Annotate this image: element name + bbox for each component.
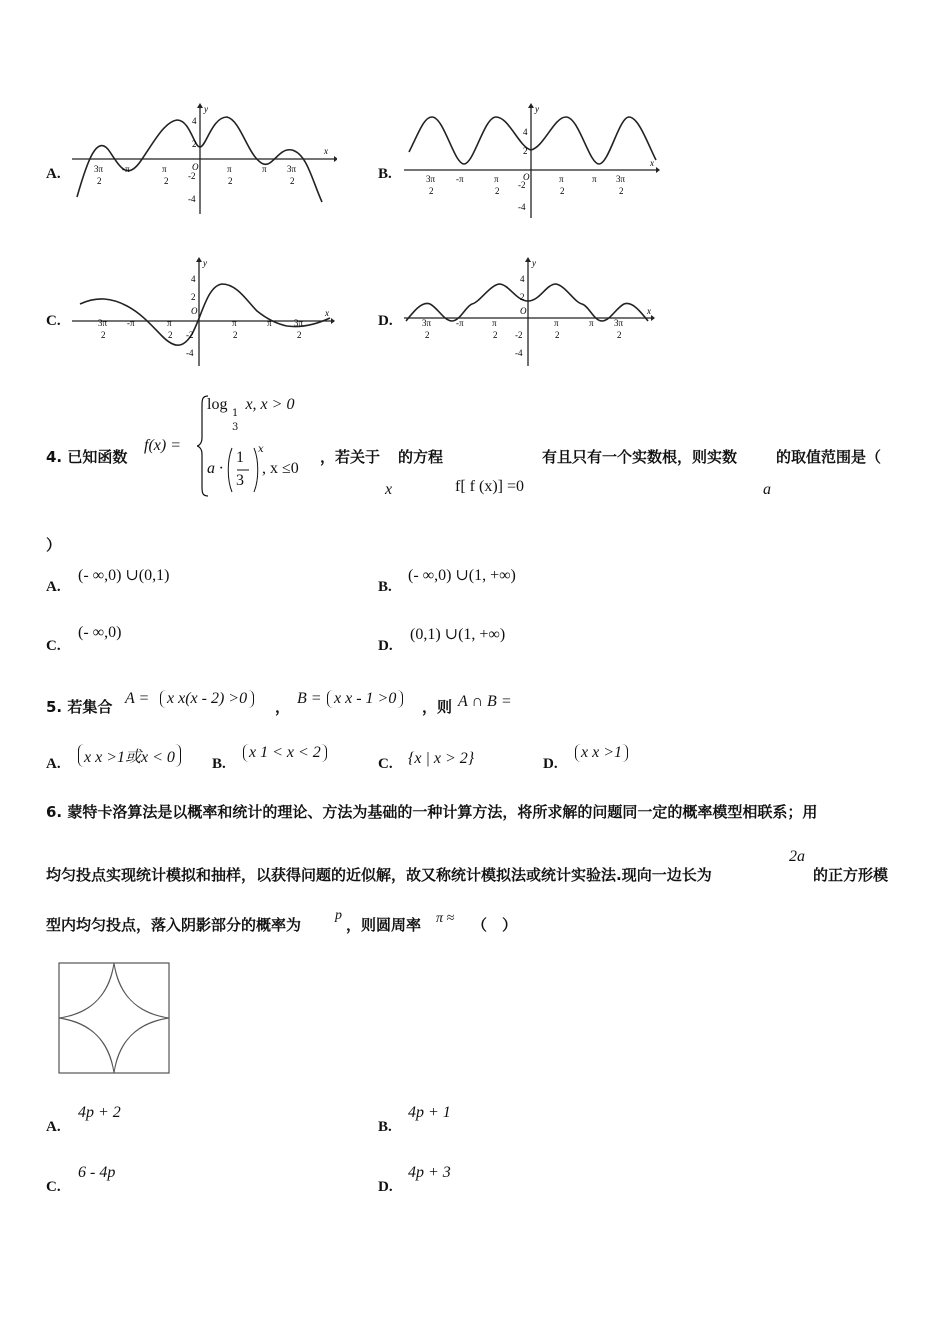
q4-case1: log x, x > 0 xyxy=(207,396,295,413)
q4-stem xyxy=(46,446,127,467)
q5-option-c-letter[interactable]: C. xyxy=(378,756,393,772)
svg-text:3π: 3π xyxy=(422,318,432,328)
q5-number: 5. xyxy=(46,698,63,716)
svg-text:2: 2 xyxy=(233,330,238,340)
q6-option-a-letter[interactable]: A. xyxy=(46,1119,61,1135)
svg-text:2: 2 xyxy=(560,186,565,196)
q6-option-c-value[interactable]: 6 - 4p xyxy=(78,1164,116,1181)
q4-option-d-letter[interactable]: D. xyxy=(378,638,393,654)
svg-text:2: 2 xyxy=(555,330,560,340)
q4-option-b-letter[interactable]: B. xyxy=(378,579,392,595)
q6-line3a: 型内均匀投点，落入阴影部分的概率为 xyxy=(46,916,302,934)
q4-lead: 已知函数 xyxy=(67,448,128,466)
q5-option-a-letter[interactable]: A. xyxy=(46,756,61,772)
q4-option-a-value[interactable]: (- ∞,0) ∪(0,1) xyxy=(78,567,170,584)
q4-option-a-letter[interactable]: A. xyxy=(46,579,61,595)
svg-text:-π: -π xyxy=(122,164,130,174)
q5-option-b-letter[interactable]: B. xyxy=(212,756,226,772)
q4-case1-base-den: 3 xyxy=(232,422,239,433)
q6-line3c: （ ） xyxy=(472,916,518,934)
q5-option-d-value[interactable]: x x >1 xyxy=(575,744,628,762)
q6-pi: π ≈ xyxy=(436,911,455,926)
q3c-y-label: y xyxy=(203,258,207,268)
svg-text:2: 2 xyxy=(191,292,196,302)
q4-text4: 的取值范围是（ xyxy=(776,448,882,466)
q4-option-b-value[interactable]: (- ∞,0) ∪(1, +∞) xyxy=(408,567,516,584)
svg-text:-2: -2 xyxy=(186,330,194,340)
q4-case1-base-num: 1 xyxy=(232,408,239,419)
q4-close-paren: ） xyxy=(46,536,62,554)
svg-text:π: π xyxy=(167,318,172,328)
svg-text:2: 2 xyxy=(168,330,173,340)
q3-option-d-letter[interactable]: D. xyxy=(378,313,393,329)
q6-option-c-letter[interactable]: C. xyxy=(46,1179,61,1195)
svg-text:-π: -π xyxy=(456,318,464,328)
svg-text:π: π xyxy=(162,164,167,174)
svg-text:3π: 3π xyxy=(287,164,297,174)
q3c-x-label: x xyxy=(325,308,329,318)
svg-text:2: 2 xyxy=(97,176,102,186)
q3-option-c-letter[interactable]: C. xyxy=(46,313,61,329)
svg-text:-2: -2 xyxy=(518,180,526,190)
q5-then: ，则 xyxy=(422,698,453,716)
svg-text:-2: -2 xyxy=(515,330,523,340)
q4-case2-exp: x xyxy=(258,444,264,455)
q5-comma: ， xyxy=(275,698,291,716)
q4-var-x: x xyxy=(385,481,393,498)
svg-text:π: π xyxy=(267,318,272,328)
svg-text:-π: -π xyxy=(127,318,135,328)
svg-text:O: O xyxy=(520,306,527,316)
svg-text:3π: 3π xyxy=(294,318,304,328)
svg-text:π: π xyxy=(589,318,594,328)
q6-p: p xyxy=(335,908,342,923)
q6-square-figure xyxy=(58,962,172,1075)
q3-option-b-letter[interactable]: B. xyxy=(378,166,392,182)
q6-option-a-value[interactable]: 4p + 2 xyxy=(78,1104,121,1121)
svg-text:4: 4 xyxy=(520,274,525,284)
q4-text2: 的方程 xyxy=(398,448,444,466)
q5-option-d-letter[interactable]: D. xyxy=(543,756,558,772)
q5-setB-body: x x - 1 >0 xyxy=(327,690,403,708)
q3-option-a-letter[interactable]: A. xyxy=(46,166,61,182)
svg-text:π: π xyxy=(559,174,564,184)
q3-graph-c[interactable] xyxy=(72,256,337,368)
svg-text:2: 2 xyxy=(495,186,500,196)
q4-option-c-letter[interactable]: C. xyxy=(46,638,61,654)
q4-option-d-value[interactable]: (0,1) ∪(1, +∞) xyxy=(410,626,506,643)
q6-option-d-value[interactable]: 4p + 3 xyxy=(408,1164,451,1181)
q6-option-b-value[interactable]: 4p + 1 xyxy=(408,1104,451,1121)
svg-text:-π: -π xyxy=(456,174,464,184)
q4-text1: ，若关于 xyxy=(320,448,381,466)
svg-text:-4: -4 xyxy=(186,348,194,358)
q6-option-d-letter[interactable]: D. xyxy=(378,1179,393,1195)
q6-number: 6. xyxy=(46,803,63,821)
q4-case2-den: 3 xyxy=(236,472,244,489)
svg-text:2: 2 xyxy=(523,146,528,156)
svg-text:2: 2 xyxy=(192,139,197,149)
svg-text:π: π xyxy=(262,164,267,174)
q6-option-b-letter[interactable]: B. xyxy=(378,1119,392,1135)
q4-case2-rest: , x ≤0 xyxy=(262,460,299,477)
q4-case2-a: a · xyxy=(207,460,223,477)
svg-text:4: 4 xyxy=(191,274,196,284)
q6-line1: 6. 蒙特卡洛算法是以概率和统计的理论、方法为基础的一种计算方法，将所求解的问题同一定的概率模型相联系；用 xyxy=(46,803,818,821)
q5-lead: 若集合 xyxy=(67,698,113,716)
q3a-y-label: y xyxy=(204,104,208,114)
q4-var-a: a xyxy=(763,481,771,498)
svg-text:2: 2 xyxy=(290,176,295,186)
svg-text:π: π xyxy=(592,174,597,184)
svg-text:-4: -4 xyxy=(515,348,523,358)
q4-fx: f(x) = xyxy=(144,437,181,454)
q5-expr: A ∩ B = xyxy=(458,693,512,710)
svg-text:2: 2 xyxy=(429,186,434,196)
q5-setB-label: B = xyxy=(297,690,322,707)
q3d-y-label: y xyxy=(532,258,536,268)
svg-text:3π: 3π xyxy=(616,174,626,184)
svg-text:O: O xyxy=(192,162,199,172)
q6-line2b: 的正方形模 xyxy=(813,866,889,884)
q3a-x-label: x xyxy=(324,146,328,156)
svg-text:-4: -4 xyxy=(518,202,526,212)
q6-line2a: 均匀投点实现统计模拟和抽样，以获得问题的近似解，故又称统计模拟法或统计实验法.现向一边长为 xyxy=(46,866,712,884)
svg-text:2: 2 xyxy=(617,330,622,340)
q3-graph-a[interactable] xyxy=(72,102,337,217)
svg-text:π: π xyxy=(554,318,559,328)
svg-text:3π: 3π xyxy=(614,318,624,328)
q4-case2-num: 1 xyxy=(236,449,244,466)
q5-setA-body: x x(x - 2) >0 xyxy=(160,690,254,708)
svg-text:3π: 3π xyxy=(94,164,104,174)
svg-text:4: 4 xyxy=(523,127,528,137)
q3b-x-label: x xyxy=(650,158,654,168)
q4-text3: 有且只有一个实数根，则实数 xyxy=(542,448,738,466)
svg-text:π: π xyxy=(492,318,497,328)
svg-text:2: 2 xyxy=(493,330,498,340)
q5-setA-label: A = xyxy=(125,690,150,707)
svg-text:2: 2 xyxy=(297,330,302,340)
q3d-x-label: x xyxy=(647,306,651,316)
q3b-y-label: y xyxy=(535,104,539,114)
svg-text:O: O xyxy=(523,172,530,182)
q5-option-c-value[interactable]: {x | x > 2} xyxy=(408,750,475,767)
q6-line3b: ，则圆周率 xyxy=(346,916,422,934)
q5-option-a-value[interactable]: x x >1或x < 0 xyxy=(78,744,181,767)
svg-text:4: 4 xyxy=(192,116,197,126)
svg-text:2: 2 xyxy=(520,292,525,302)
q6-side: 2a xyxy=(789,848,805,865)
svg-text:-4: -4 xyxy=(188,194,196,204)
q4-number: 4. xyxy=(46,448,63,466)
q5-stem xyxy=(46,696,112,717)
q5-option-b-value[interactable]: x 1 < x < 2 xyxy=(243,744,327,762)
svg-text:3π: 3π xyxy=(426,174,436,184)
svg-text:π: π xyxy=(227,164,232,174)
svg-text:π: π xyxy=(494,174,499,184)
svg-text:3π: 3π xyxy=(98,318,108,328)
svg-text:2: 2 xyxy=(619,186,624,196)
svg-text:2: 2 xyxy=(164,176,169,186)
q4-option-c-value[interactable]: (- ∞,0) xyxy=(78,624,122,641)
q3-graph-d[interactable] xyxy=(404,256,669,368)
svg-text:O: O xyxy=(191,306,198,316)
svg-text:π: π xyxy=(232,318,237,328)
q4-equation: f[ f (x)] =0 xyxy=(455,478,524,495)
svg-text:2: 2 xyxy=(101,330,106,340)
svg-text:-2: -2 xyxy=(188,171,196,181)
svg-text:2: 2 xyxy=(228,176,233,186)
svg-text:2: 2 xyxy=(425,330,430,340)
q3-graph-b[interactable] xyxy=(404,102,669,220)
